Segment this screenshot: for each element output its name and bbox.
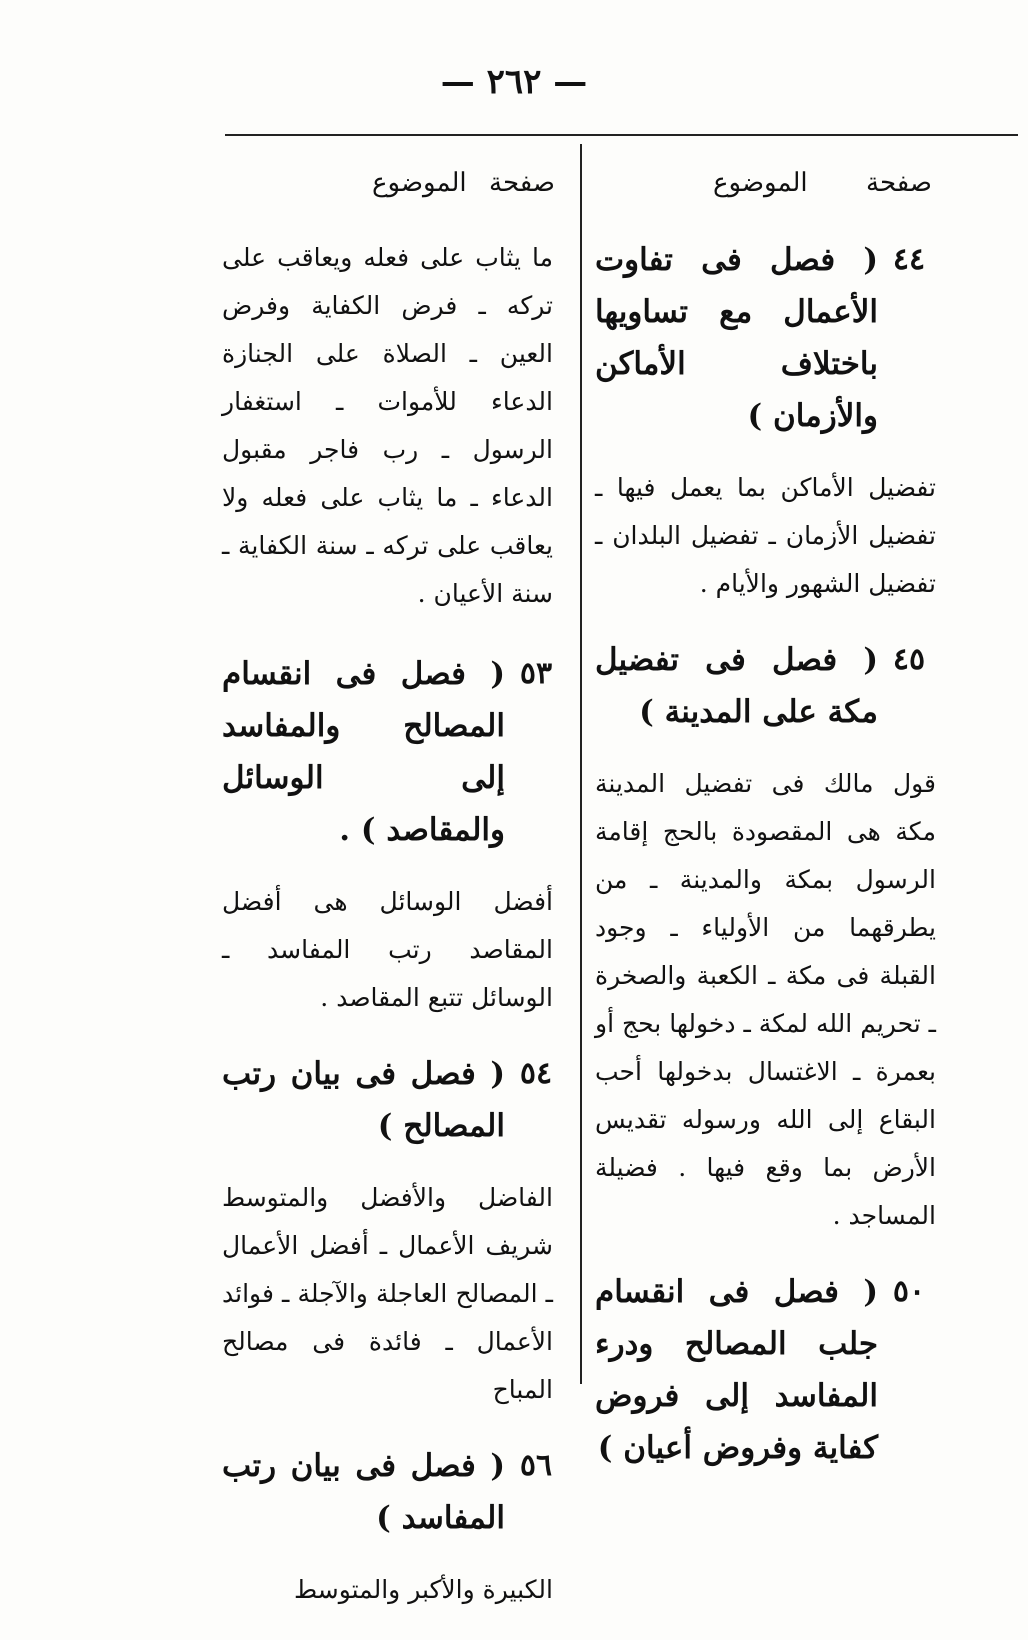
entry-title: ( فصل فى انقسام جلب المصالح ودرء المفاسد إلى فروض كفاية وفروض أعيان ): [595, 1274, 878, 1466]
entry-title: ( فصل فى بيان رتب المفاسد ): [222, 1448, 505, 1536]
header-topic-label: الموضوع: [713, 168, 808, 198]
column-header: [595, 168, 940, 198]
entry-title: ( فصل فى تفاوت الأعمال مع تساويها باختلاف الأماكن والأزمان ): [595, 242, 878, 434]
toc-column-right: [595, 168, 940, 1496]
entry-title: ( فصل فى انقسام المصالح والمفاسد إلى الوسائل والمقاصد ) .: [222, 656, 505, 848]
entry-description: ما يثاب على فعله ويعاقب على تركه ـ فرض الكفاية وفرض العين ـ الصلاة على الجنازة الدعاء للأموات ـ استغفار الرسول ـ رب فاجر مقبول الدعاء ـ ما يثاب على فعله ولا يعاقب على تركه ـ سنة الكفاية ـ سنة الأعيان .: [222, 243, 553, 608]
entry-page-number: ٥٤: [519, 1056, 553, 1091]
entry-page-number: ٤٤: [892, 242, 926, 277]
header-page-label: صفحة: [489, 168, 555, 198]
entry-description: قول مالك فى تفضيل المدينة مكة هى المقصودة بالحج إقامة الرسول بمكة والمدينة ـ من يطرقهما من الأولياء ـ وجود القبلة فى مكة ـ الكعبة والصخرة ـ تحريم الله لمكة ـ دخولها بحج أو بعمرة ـ الاغتسال بدخولها أحب البقاع إلى الله ورسوله تقديس الأرض بما وقع فيها . فضيلة المساجد .: [595, 769, 936, 1230]
entry-description: الكبيرة والأكبر والمتوسط: [294, 1575, 553, 1604]
toc-column-left: [222, 168, 567, 1640]
entry-description: أفضل الوسائل هى أفضل المقاصد رتب المفاسد ـ الوسائل تتبع المقاصد .: [222, 887, 553, 1012]
toc-entry: [595, 1266, 940, 1474]
entry-page-number: ٥٠: [892, 1274, 926, 1309]
toc-entry: [595, 634, 940, 738]
entry-page-number: ٥٣: [519, 656, 553, 691]
entry-description: تفضيل الأماكن بما يعمل فيها ـ تفضيل الأزمان ـ تفضيل البلدان ـ تفضيل الشهور والأيام .: [595, 473, 936, 598]
entry-page-number: ٥٦: [519, 1448, 553, 1483]
entry-title: ( فصل فى تفضيل مكة على المدينة ): [595, 642, 878, 730]
column-header: [222, 168, 567, 198]
header-page-label: صفحة: [866, 168, 932, 198]
toc-entry: [222, 648, 567, 856]
header-topic-label: الموضوع: [372, 168, 467, 198]
entry-page-number: ٤٥: [892, 642, 926, 677]
entry-title: ( فصل فى بيان رتب المصالح ): [222, 1056, 505, 1144]
toc-entry: [222, 1440, 567, 1544]
page-number: — ٢٦٢ —: [440, 62, 588, 102]
entry-description: الفاضل والأفضل والمتوسط شريف الأعمال ـ أفضل الأعمال ـ المصالح العاجلة والآجلة ـ فوائد الأعمال ـ فائدة فى مصالح المباح: [222, 1183, 553, 1404]
toc-entry: [222, 1048, 567, 1152]
toc-entry: [595, 234, 940, 442]
column-divider: [580, 144, 582, 1384]
header-rule: [225, 134, 1018, 136]
